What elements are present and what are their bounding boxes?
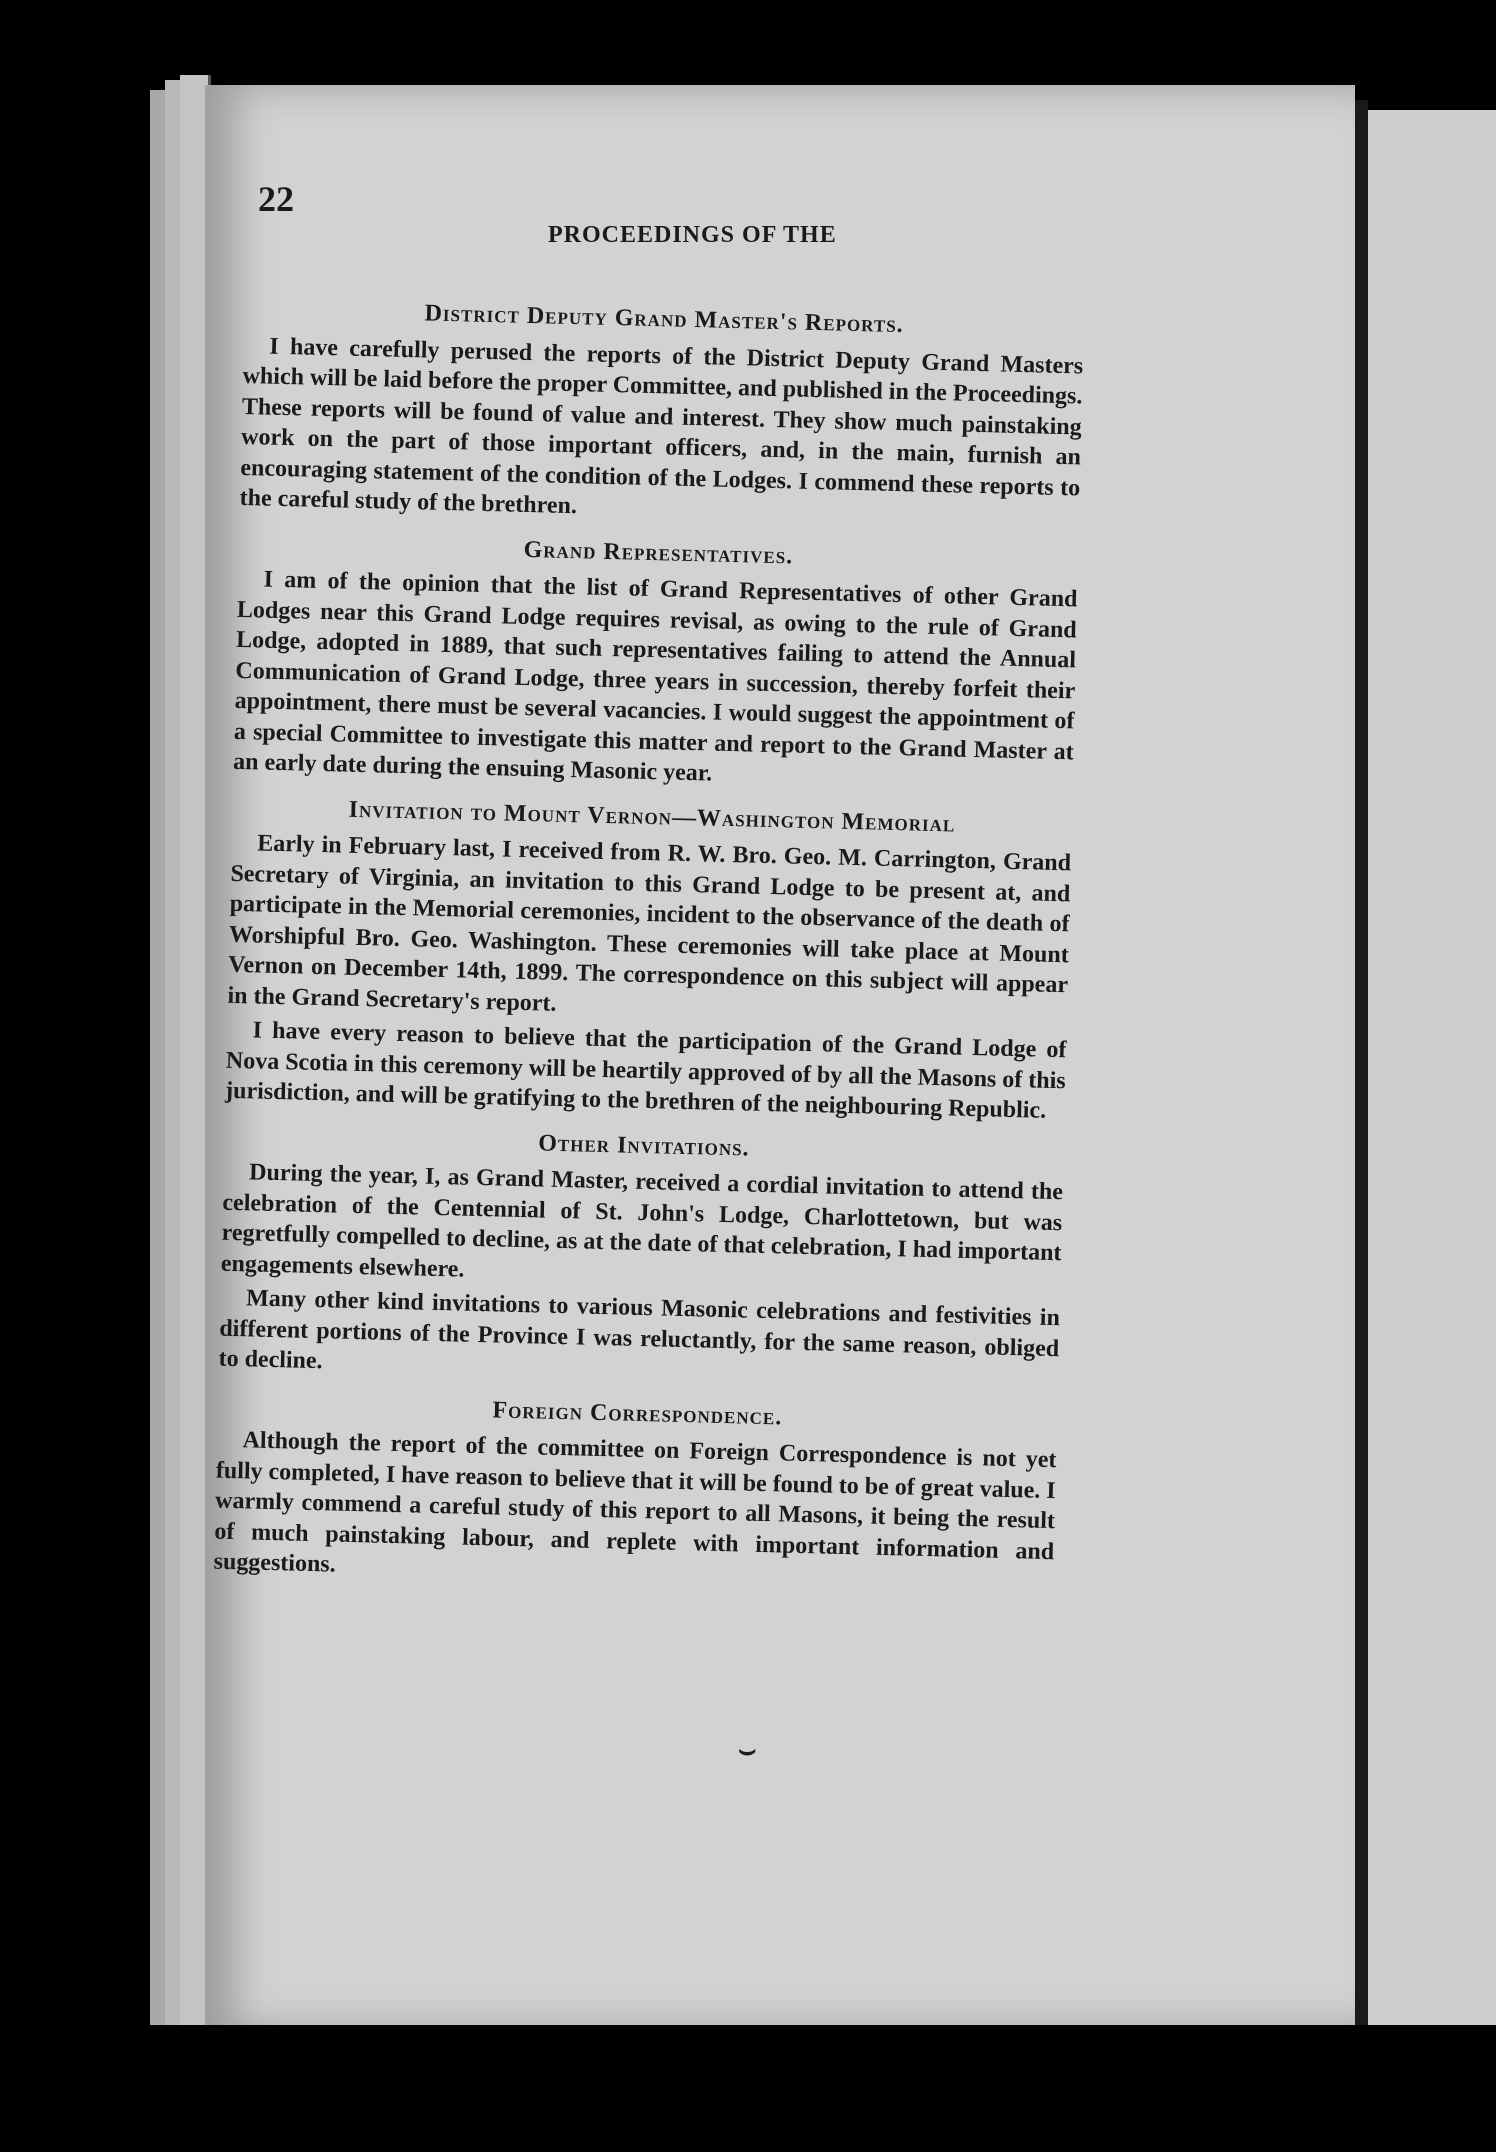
section-heading: Invitation to Mount Vernon—Washington Memorial [348,796,956,838]
paragraph: I have carefully perused the reports of the District Deputy Grand Masters which will be laid before the proper Committee, and published in the Proceedings. These reports will be found of value and interest. They show much painstaking work on the part of those important officers, and, in the main, furnish an encouraging statement of the condition of the Lodges. I commend these reports to the careful study of the brethren. [239,333,1084,520]
section-district-deputy-reports [239,294,1084,534]
section-foreign-correspondence [213,1388,1057,1597]
right-book-page [1368,110,1496,2040]
ornament-mark: ⌣ [738,1735,757,1766]
bottom-shadow [150,2025,1496,2152]
page-number: 22 [258,179,294,219]
section-heading: Grand Representatives. [523,536,794,569]
paragraph: Early in February last, I received from R. W. Bro. Geo. M. Carrington, Grand Secretary of Virginia, an invitation to this Grand Lodge to be present at, and participate in the Memorial ceremonies, incident to the observance of the death of Worshipful Bro. Geo. Washington. These ceremonies will take place at Mount Vernon on December 14th, 1899. The correspondence on this subject will appear in the Grand Secretary's report. [227,830,1072,1017]
section-mount-vernon-invitation [225,791,1072,1126]
paragraph: Many other kind invitations to various Masonic celebrations and festivities in different portions of the Province I was reluctantly, for the same reason, obliged to decline. [218,1285,1061,1375]
paragraph: During the year, I, as Grand Master, received a cordial invitation to attend the celebration of the Centennial of St. John's Lodge, Charlottetown, but was regretfully compelled to decline, as at the date of that celebration, I had important engagements elsewhere. [220,1159,1064,1283]
paragraph: I have every reason to believe that the participation of the Grand Lodge of Nova Scotia in this ceremony will be heartily approved of by all the Masons of this jurisdiction, and will be gratifying to the brethren of the neighbouring Republic. [224,1017,1067,1124]
section-heading: Other Invitations. [537,1129,750,1162]
section-grand-representatives [233,527,1079,797]
paragraph: I am of the opinion that the list of Grand Representatives of other Grand Lodges near this Grand Lodge requires revisal, as owing to the rule of Grand Lodge, adopted in 1889, that such representatives failing to attend the Annual Communication of Grand Lodge, three years in succession, thereby forfeit their appointment, there must be several vacancies. I would suggest the appointment of a special Committee to investigate this matter and report to the Grand Master at an early date during the ensuing Masonic year. [232,566,1078,787]
running-head: PROCEEDINGS OF THE [548,222,837,248]
section-heading: District Deputy Grand Master's Reports. [424,300,905,339]
section-heading: Foreign Correspondence. [492,1396,783,1430]
book-gutter [1355,100,1368,2040]
paragraph: Although the report of the committee on Foreign Correspondence is not yet fully completed, I have reason to believe that it will be found to be of great value. I warmly commend a careful study of this report to all Masons, it being the result of much painstaking labour, and replete with important information and suggestions. [213,1427,1057,1578]
page-body [213,280,1085,1602]
section-other-invitations [218,1120,1064,1394]
